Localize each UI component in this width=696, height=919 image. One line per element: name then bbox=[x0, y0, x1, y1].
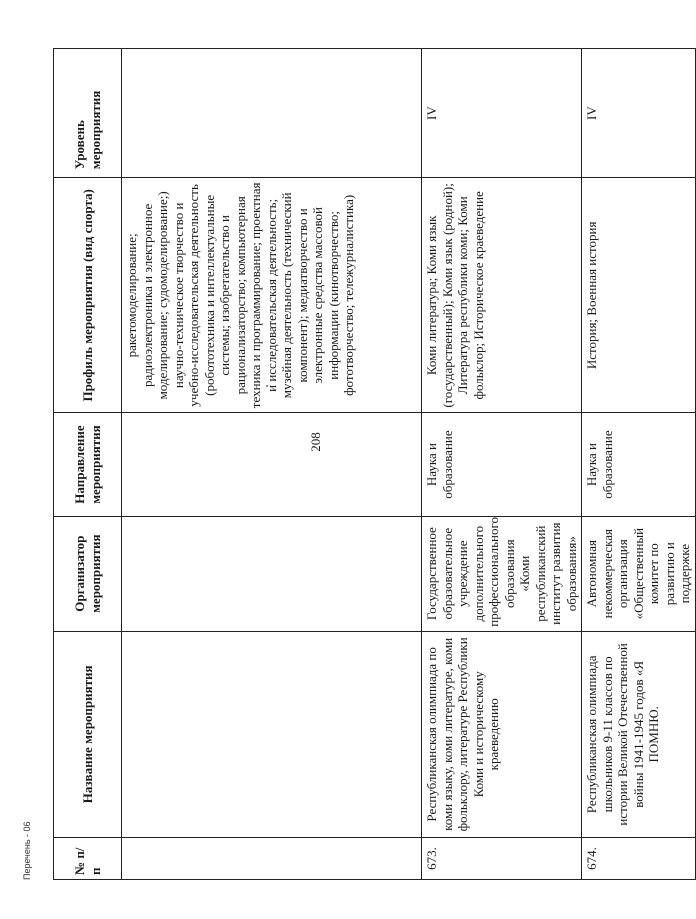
table-header-row bbox=[54, 49, 122, 880]
cell-organizer: Автономная некоммерческая организация «Общественный комитет по развитию и поддержке bbox=[582, 516, 696, 631]
header-name: Название мероприятия bbox=[54, 631, 122, 837]
cell-level: IV bbox=[422, 49, 582, 178]
table-row bbox=[582, 49, 696, 880]
cell-direction: Наука и образование bbox=[422, 413, 582, 516]
header-level: Уровень мероприятия bbox=[54, 49, 122, 178]
cell-num: 673. bbox=[422, 837, 582, 879]
cell-num: 674. bbox=[582, 837, 696, 879]
rotated-page bbox=[53, 48, 692, 880]
cell-level: IV bbox=[582, 49, 696, 178]
cell-name: Республиканская олимпиада по коми языку, коми литературе, коми фольклору, литературе Республики Коми и историческому краеведению bbox=[422, 631, 582, 837]
header-direction: Направление мероприятия bbox=[54, 413, 122, 516]
cell-name bbox=[122, 631, 422, 837]
page-number: 208 bbox=[308, 432, 323, 452]
events-table bbox=[53, 48, 696, 880]
table-row bbox=[122, 49, 422, 880]
cell-profile: Коми литература; Коми язык (государственный); Коми язык (родной); Литература республики коми; Коми фольклор; Историческое краеведение bbox=[422, 178, 582, 413]
cell-num bbox=[122, 837, 422, 879]
cell-direction: Наука и образование bbox=[582, 413, 696, 516]
table-row bbox=[422, 49, 582, 880]
header-profile: Профиль мероприятия (вид спорта) bbox=[54, 178, 122, 413]
cell-organizer bbox=[122, 516, 422, 631]
cell-profile: История; Военная история bbox=[582, 178, 696, 413]
header-organizer: Организатор мероприятия bbox=[54, 516, 122, 631]
header-num: № п/п bbox=[54, 837, 122, 879]
cell-organizer: Государственное образовательное учреждение дополнительного профессионального образования «Коми республиканский институт развития образования» bbox=[422, 516, 582, 631]
cell-direction bbox=[122, 413, 422, 516]
cell-profile: ракетомоделирование; радиоэлектроника и электронное моделирование; судомоделирование;) научно-техническое творчество и учебно-исследовательская деятельность (робототехника и интеллектуальные системы; изобретательство и рационализаторство; компьютерная техника и программирование; проектная и исследовательская деятельность; музейная деятельность (технический компонент); медиатворчество и электронные средства массовой информации (кинотворчество; фототворчество; тележурналистика) bbox=[122, 178, 422, 413]
cell-name: Республиканская олимпиада школьников 9-11 классов по истории Великой Отечественной войны 1941-1945 годов «Я ПОМНЮ. bbox=[582, 631, 696, 837]
cell-level bbox=[122, 49, 422, 178]
page-footer: Перечень - 06 bbox=[22, 821, 32, 880]
